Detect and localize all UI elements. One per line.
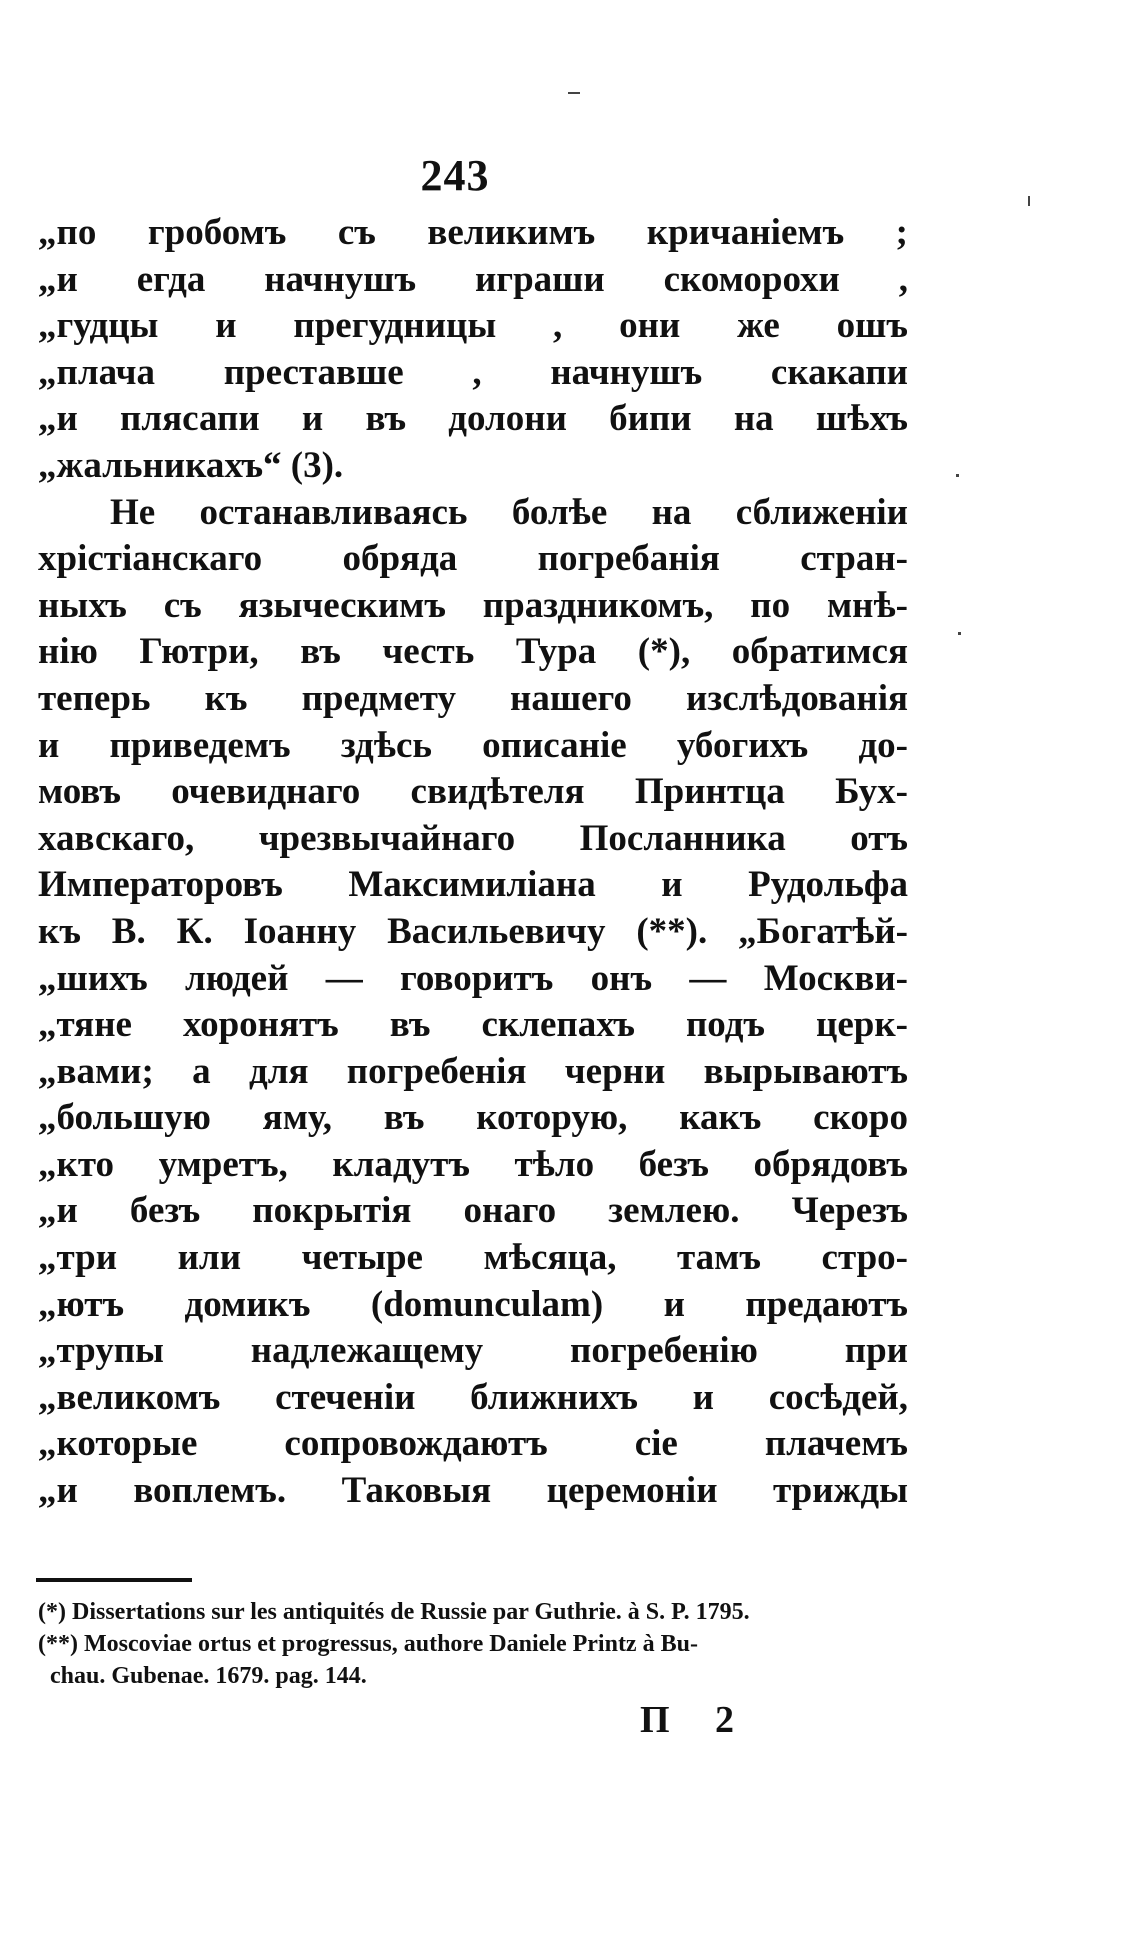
text-line-12: и приведемъ здѣсь описанiе убогихъ до- — [38, 724, 908, 766]
text-line-6: „жальникахъ“ (3). — [38, 444, 344, 486]
printer-signature-mark: П 2 — [640, 1699, 753, 1741]
scan-speck — [1028, 196, 1030, 206]
footnote-1: (*) Dissertations sur les antiquités de Russie par Guthrie. à S. P. 1795. — [38, 1599, 750, 1625]
footnote-2-continued: chau. Gubenae. 1679. pag. 144. — [50, 1663, 367, 1689]
text-line-8: хрiстiанскаго обряда погребанiя стран- — [38, 538, 908, 580]
text-line-7: Не останавливаясь болѣе на сближенiи — [110, 491, 908, 533]
text-line-1: „по гробомъ съ великимъ кричанiемъ ; — [38, 212, 908, 253]
text-line-20: „большую яму, въ которую, какъ скоро — [38, 1097, 908, 1139]
text-line-3: „гудцы и прегудницы , они же ошъ — [38, 305, 908, 347]
text-line-22: „и безъ покрытiя онаго землею. Черезъ — [38, 1190, 908, 1232]
text-line-16: къ В. К. Iоанну Васильевичу (**). „Богатѣй- — [38, 910, 908, 952]
text-line-18: „тяне хоронятъ въ склепахъ подъ церк- — [38, 1004, 908, 1046]
text-line-24: „ютъ домикъ (domunculam) и предаютъ — [38, 1283, 908, 1325]
footnote-2: (**) Moscoviae ortus et progressus, authore Daniele Printz à Bu- — [38, 1631, 698, 1657]
text-line-2: „и егда начнушъ играши скоморохи , — [38, 258, 908, 300]
body-text — [38, 210, 908, 1515]
text-line-28: „и воплемъ. Таковыя церемонiи трижды — [38, 1470, 908, 1512]
text-line-15: Императоровъ Максимилiана и Рудольфа — [38, 864, 908, 906]
text-line-26: „великомъ стеченiи ближнихъ и сосѣдей, — [38, 1376, 908, 1418]
scan-speck — [958, 632, 961, 635]
text-line-23: „три или четыре мѣсяца, тамъ стро- — [38, 1237, 908, 1279]
text-line-27: „которые сопровождаютъ сiе плачемъ — [38, 1423, 908, 1465]
text-line-5: „и плясапи и въ долони бипи на шѣхъ — [38, 398, 908, 440]
text-line-25: „трупы надлежащему погребенiю при — [38, 1330, 908, 1372]
footnote-rule — [36, 1578, 192, 1582]
scan-speck — [568, 92, 580, 94]
text-line-10: нiю Гютри, въ честь Тура (*), обратимся — [38, 631, 908, 673]
text-line-21: „кто умретъ, кладутъ тѣло безъ обрядовъ — [38, 1143, 908, 1185]
text-line-4: „плача преставше , начнушъ скакапи — [38, 351, 908, 393]
text-line-14: хавскаго, чрезвычайнаго Посланника отъ — [38, 817, 908, 859]
text-line-19: „вами; а для погребенiя черни вырываютъ — [38, 1050, 908, 1092]
text-line-13: мовъ очевиднаго свидѣтеля Принтца Бух- — [38, 771, 908, 813]
text-line-17: „шихъ людей — говоритъ онъ — Москви- — [38, 957, 908, 999]
page-number: 243 — [420, 151, 490, 200]
scan-speck — [956, 474, 959, 477]
text-line-11: теперь къ предмету нашего изслѣдованiя — [38, 677, 908, 719]
text-line-9: ныхъ съ языческимъ праздникомъ, по мнѣ- — [38, 584, 908, 626]
footnotes — [38, 1596, 910, 1692]
